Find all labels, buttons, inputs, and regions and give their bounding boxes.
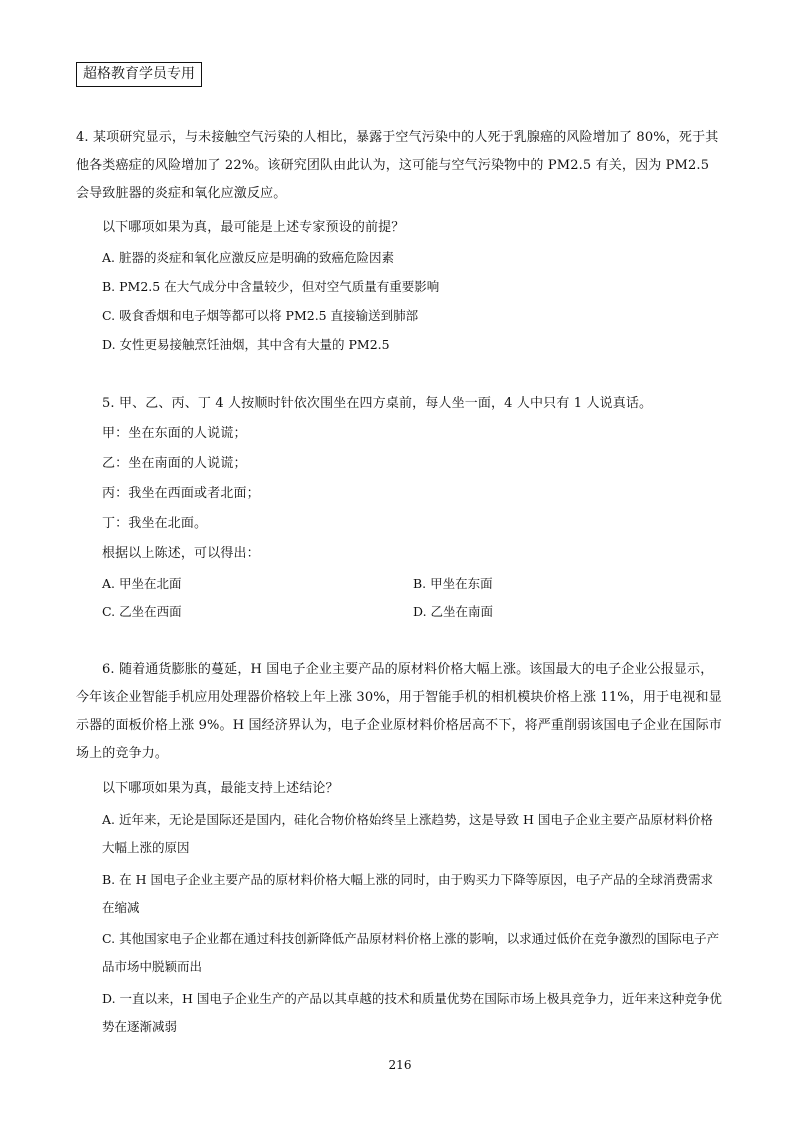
question-5-stem: 5. 甲、乙、丙、丁 4 人按顺时针依次围坐在四方桌前，每人坐一面，4 人中只有 1 人说真话。 [102, 396, 653, 411]
question-5-option-a: A. 甲坐在北面 [102, 576, 182, 591]
question-4-prompt: 以下哪项如果为真，最可能是上述专家预设的前提？ [102, 220, 405, 235]
question-6-option-a: A. 近年来，无论是国际还是国内，硅化合物价格始终呈上涨趋势，这是导致 H 国电子企业主要产品原材料价格大幅上涨的原因 [102, 812, 713, 855]
page-number: 216 [388, 1058, 412, 1072]
question-5-statement-ding: 丁：我坐在北面。 [102, 516, 208, 531]
question-5-statement-bing: 丙：我坐在西面或者北面； [102, 486, 260, 501]
question-6-prompt: 以下哪项如果为真，最能支持上述结论？ [102, 781, 339, 796]
question-4-option-b: B. PM2.5 在大气成分中含量较少，但对空气质量有重要影响 [102, 279, 440, 294]
question-6-option-c: C. 其他国家电子企业都在通过科技创新降低产品原材料价格上涨的影响，以求通过低价在竞争激烈的国际电子产品市场中脱颖而出 [102, 931, 720, 974]
question-4-stem: 4. 某项研究显示，与未接触空气污染的人相比，暴露于空气污染中的人死于乳腺癌的风险增加了 80%，死于其他各类癌症的风险增加了 22%。该研究团队由此认为，这可能与空气污染物中的 PM2.5 有关，因为 PM2.5 会导致脏器的炎症和氧化应激反应。 [76, 130, 719, 201]
question-5-option-d: D. 乙坐在南面 [413, 604, 494, 619]
question-6-option-b: B. 在 H 国电子企业主要产品的原材料价格大幅上涨的同时，由于购买力下降等原因，电子产品的全球消费需求在缩减 [102, 872, 713, 915]
question-4-option-d: D. 女性更易接触烹饪油烟，其中含有大量的 PM2.5 [102, 337, 390, 352]
question-6-option-d: D. 一直以来，H 国电子企业生产的产品以其卓越的技术和质量优势在国际市场上极具竞争力，近年来这种竞争优势在逐渐减弱 [102, 991, 722, 1034]
question-4-option-c: C. 吸食香烟和电子烟等都可以将 PM2.5 直接输送到肺部 [102, 308, 419, 323]
question-5-statement-yi: 乙：坐在南面的人说谎； [102, 456, 247, 471]
question-6-stem: 6. 随着通货膨胀的蔓延，H 国电子企业主要产品的原材料价格大幅上涨。该国最大的电子企业公报显示，今年该企业智能手机应用处理器价格较上年上涨 30%，用于智能手机的相机模块价格上涨 11%，用于电视和显示器的面板价格上涨 9%。H 国经济界认为，电子企业原材料价格居高不下，将严重削弱该国电子企业在国际市场上的竞争力。 [76, 662, 722, 761]
question-4-option-a: A. 脏器的炎症和氧化应激反应是明确的致癌危险因素 [102, 250, 394, 265]
question-5-prompt: 根据以上陈述，可以得出： [102, 546, 260, 561]
question-5-option-c: C. 乙坐在西面 [102, 604, 182, 619]
header-tag: 超格教育学员专用 [76, 62, 202, 87]
question-5-statement-jia: 甲：坐在东面的人说谎； [102, 426, 247, 441]
question-5-option-b: B. 甲坐在东面 [413, 576, 493, 591]
